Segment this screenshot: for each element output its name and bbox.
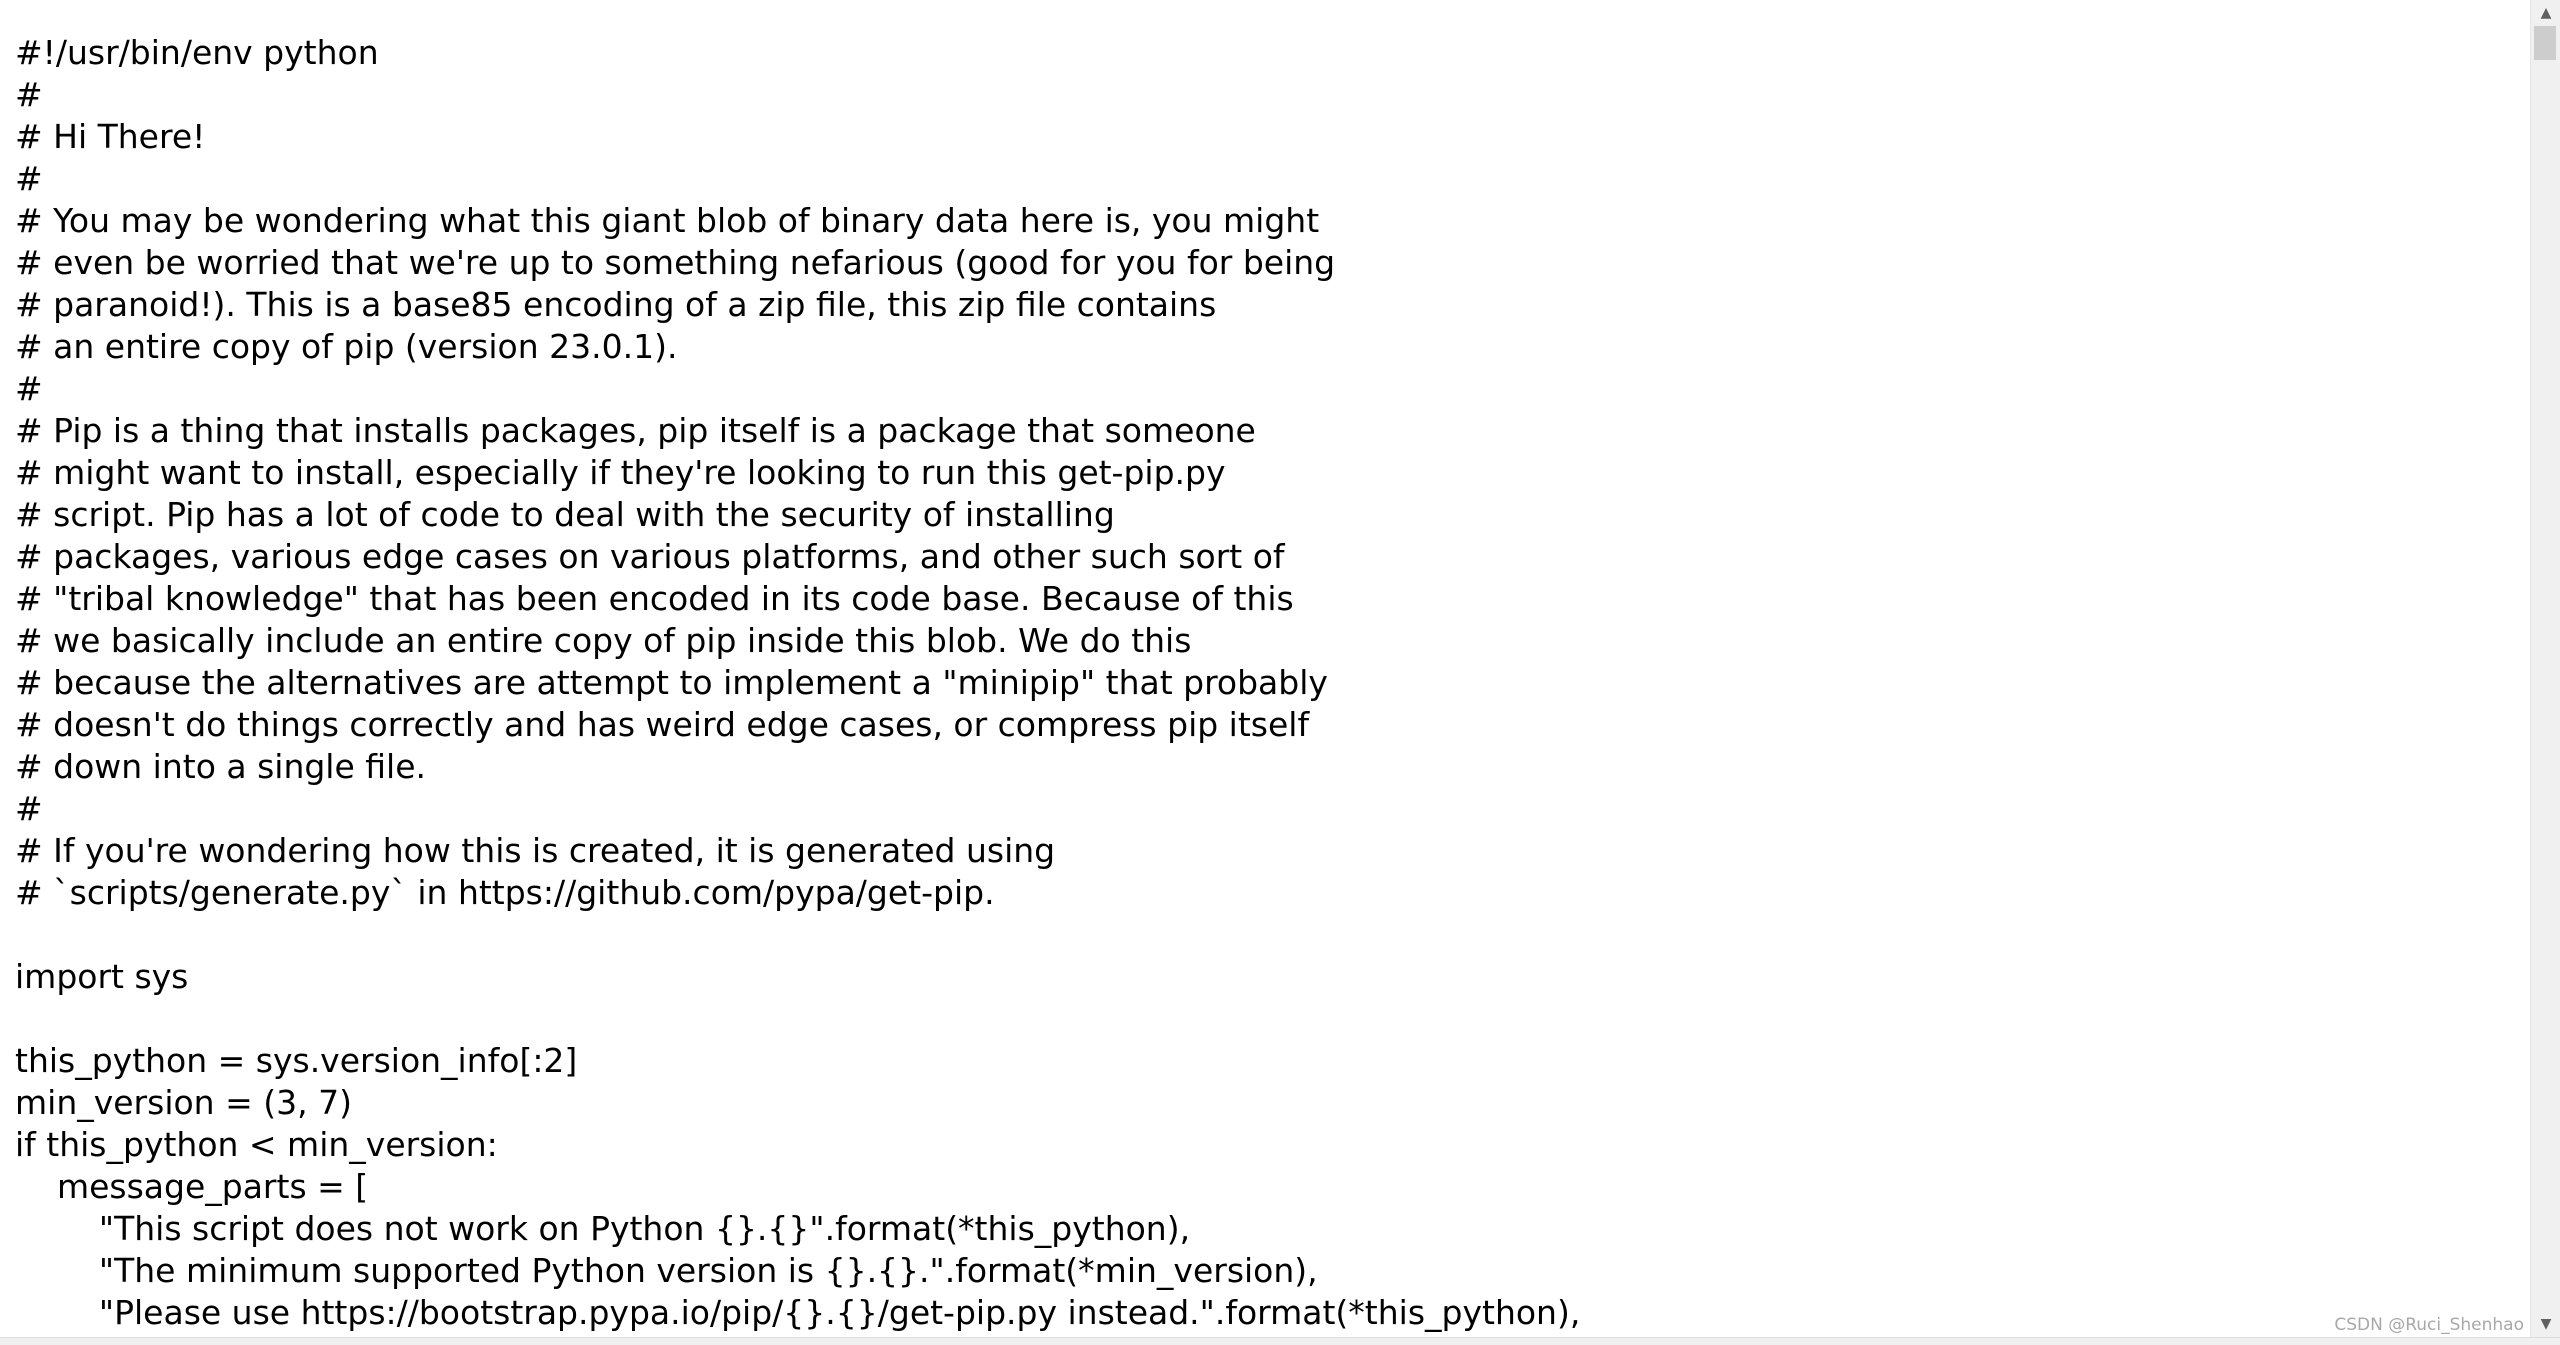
text-line: this_python = sys.version_info[:2] xyxy=(15,1041,578,1080)
text-line: # xyxy=(15,369,43,408)
watermark: CSDN @Ruci_Shenhao xyxy=(2334,1315,2524,1335)
text-line: # Pip is a thing that installs packages, pip itself is a package that someone xyxy=(15,411,1256,450)
text-line: # `scripts/generate.py` in https://github.com/pypa/get-pip. xyxy=(15,873,995,912)
text-line: # doesn't do things correctly and has weird edge cases, or compress pip itself xyxy=(15,705,1310,744)
text-line: import sys xyxy=(15,957,189,996)
text-line: # xyxy=(15,789,43,828)
text-line: # You may be wondering what this giant blob of binary data here is, you might xyxy=(15,201,1320,240)
text-line: "Please use https://bootstrap.pypa.io/pip/{}.{}/get-pip.py instead.".format(*this_python), xyxy=(15,1293,1581,1332)
vertical-scrollbar[interactable] xyxy=(2530,0,2560,1337)
scroll-down-arrow-icon[interactable]: ▼ xyxy=(2540,1316,2552,1332)
text-line: if this_python < min_version: xyxy=(15,1125,498,1164)
plain-text-document xyxy=(15,32,1580,1334)
text-line: # an entire copy of pip (version 23.0.1). xyxy=(15,327,678,366)
text-line xyxy=(15,998,1580,1040)
text-line: # because the alternatives are attempt to implement a "minipip" that probably xyxy=(15,663,1328,702)
text-line: # even be worried that we're up to something nefarious (good for you for being xyxy=(15,243,1336,282)
text-line: # packages, various edge cases on various platforms, and other such sort of xyxy=(15,537,1285,576)
text-line: message_parts = [ xyxy=(15,1167,369,1206)
text-line: # xyxy=(15,75,43,114)
text-line: # paranoid!). This is a base85 encoding of a zip file, this zip file contains xyxy=(15,285,1217,324)
text-line xyxy=(15,914,1580,956)
text-line: # might want to install, especially if they're looking to run this get-pip.py xyxy=(15,453,1226,492)
text-line: #!/usr/bin/env python xyxy=(15,33,379,72)
text-line: min_version = (3, 7) xyxy=(15,1083,352,1122)
text-line: # If you're wondering how this is created, it is generated using xyxy=(15,831,1056,870)
text-line: "The minimum supported Python version is {}.{}.".format(*min_version), xyxy=(15,1251,1318,1290)
text-line: # down into a single file. xyxy=(15,747,427,786)
text-line: # script. Pip has a lot of code to deal with the security of installing xyxy=(15,495,1115,534)
text-line: # "tribal knowledge" that has been encoded in its code base. Because of this xyxy=(15,579,1294,618)
scroll-up-arrow-icon[interactable]: ▲ xyxy=(2540,5,2552,21)
scrollbar-thumb[interactable] xyxy=(2534,26,2556,60)
horizontal-scrollbar[interactable] xyxy=(0,1337,2560,1345)
text-line: # xyxy=(15,159,43,198)
text-line: # Hi There! xyxy=(15,117,206,156)
text-line: # we basically include an entire copy of pip inside this blob. We do this xyxy=(15,621,1192,660)
text-line: "This script does not work on Python {}.{}".format(*this_python), xyxy=(15,1209,1191,1248)
